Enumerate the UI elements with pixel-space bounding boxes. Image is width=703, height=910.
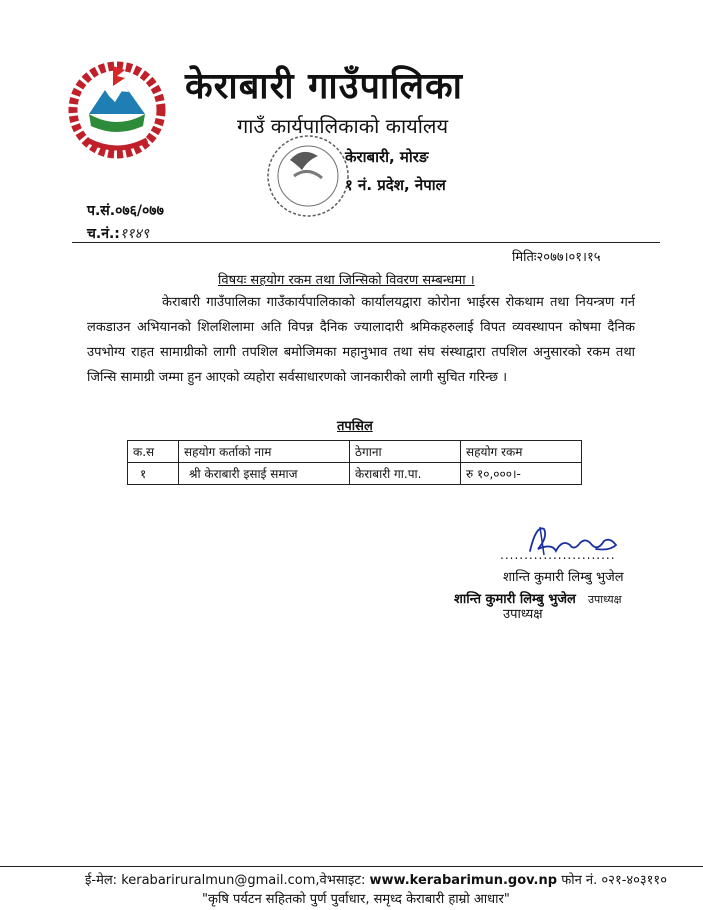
table-cell-serial: १ — [128, 463, 179, 485]
dispatch-number — [87, 224, 149, 243]
email-label: ई-मेल: — [85, 873, 118, 888]
reference-number — [87, 201, 164, 220]
table-heading: तपसिल — [337, 419, 373, 434]
column-header-address: ठेगाना — [350, 441, 461, 463]
letter-date: मितिः२०७७।०१।१५ — [512, 250, 601, 265]
dispatch-number-label: च.नं.: — [87, 226, 120, 242]
nepal-government-emblem — [66, 60, 168, 160]
signatory-stamp-post: उपाध्यक्ष — [588, 593, 622, 606]
signatory-stamp-name: शान्ति कुमारी लिम्बु भुजेल — [454, 592, 576, 607]
column-header-donor: सहयोग कर्ताको नाम — [179, 441, 350, 463]
phone-label: फोन नं. — [561, 873, 598, 888]
signatory-name: शान्ति कुमारी लिम्बु भुजेल — [503, 570, 624, 585]
table-cell-donor: श्री केराबारी इसाई समाज — [179, 463, 350, 485]
reference-number-value: ०७६/०७७ — [115, 203, 164, 219]
signatory-title: उपाध्यक्ष — [503, 607, 543, 622]
footer-slogan: "कृषि पर्यटन सहितको पुर्ण पुर्वाधार, समृध्द केराबारी हाम्रो आधार" — [202, 892, 510, 907]
organization-subtitle: गाउँ कार्यपालिकाको कार्यालय — [237, 114, 449, 138]
table-row — [128, 463, 582, 485]
signature-line: ........................ — [500, 548, 616, 562]
column-header-serial: क.स — [128, 441, 179, 463]
organization-address-line1: केराबारी, मोरङ — [345, 148, 429, 166]
email-link[interactable]: kerabariruralmun@gmail.com — [121, 873, 316, 888]
organization-address-line2: १ नं. प्रदेश, नेपाल — [345, 176, 446, 194]
office-seal-stamp — [262, 130, 354, 222]
phone-number: ०२१-४०३११० — [601, 873, 667, 888]
table-cell-address: केराबारी गा.पा. — [350, 463, 461, 485]
donation-table — [127, 440, 582, 485]
column-header-amount: सहयोग रकम — [461, 441, 582, 463]
organization-title: केराबारी गाउँपालिका — [185, 66, 463, 107]
table-header-row — [128, 441, 582, 463]
reference-number-label: प.सं. — [87, 203, 116, 219]
dispatch-number-value: ११४९ — [119, 226, 150, 242]
header-divider — [72, 242, 660, 243]
website-link[interactable]: www.kerabarimun.gov.np — [369, 873, 558, 888]
letter-subject: विषयः सहयोग रकम तथा जिन्सिको विवरण सम्बन्धमा । — [218, 273, 475, 288]
letter-body-paragraph: केराबारी गाउँपालिका गाउँकार्यपालिकाको कार्यालयद्वारा कोरोना भाईरस रोकथाम तथा नियन्त्रण गर्न लकडाउन अभियानको शिलशिलामा अति विपन्न दैनिक ज्यालादारी श्रमिकहरुलाई विपत व्यवस्थापन कोषमा दैनिक उपभोग्य राहत सामाग्रीको लागी तपशिल बमोजिमका महानुभाव तथा संघ संस्थाद्वारा तपशिल अनुसारको रकम तथा जिन्सि सामाग्री जम्मा हुन आएको व्यहोरा सर्वसाधारणको जानकारीको लागी सुचित गरिन्छ । — [87, 295, 635, 385]
letter-body — [87, 290, 635, 390]
footer-contact — [85, 870, 667, 888]
website-label: ,वेभसाइट: — [315, 873, 366, 888]
footer-divider — [0, 866, 703, 867]
table-cell-amount: रु १०,०००।- — [461, 463, 582, 485]
